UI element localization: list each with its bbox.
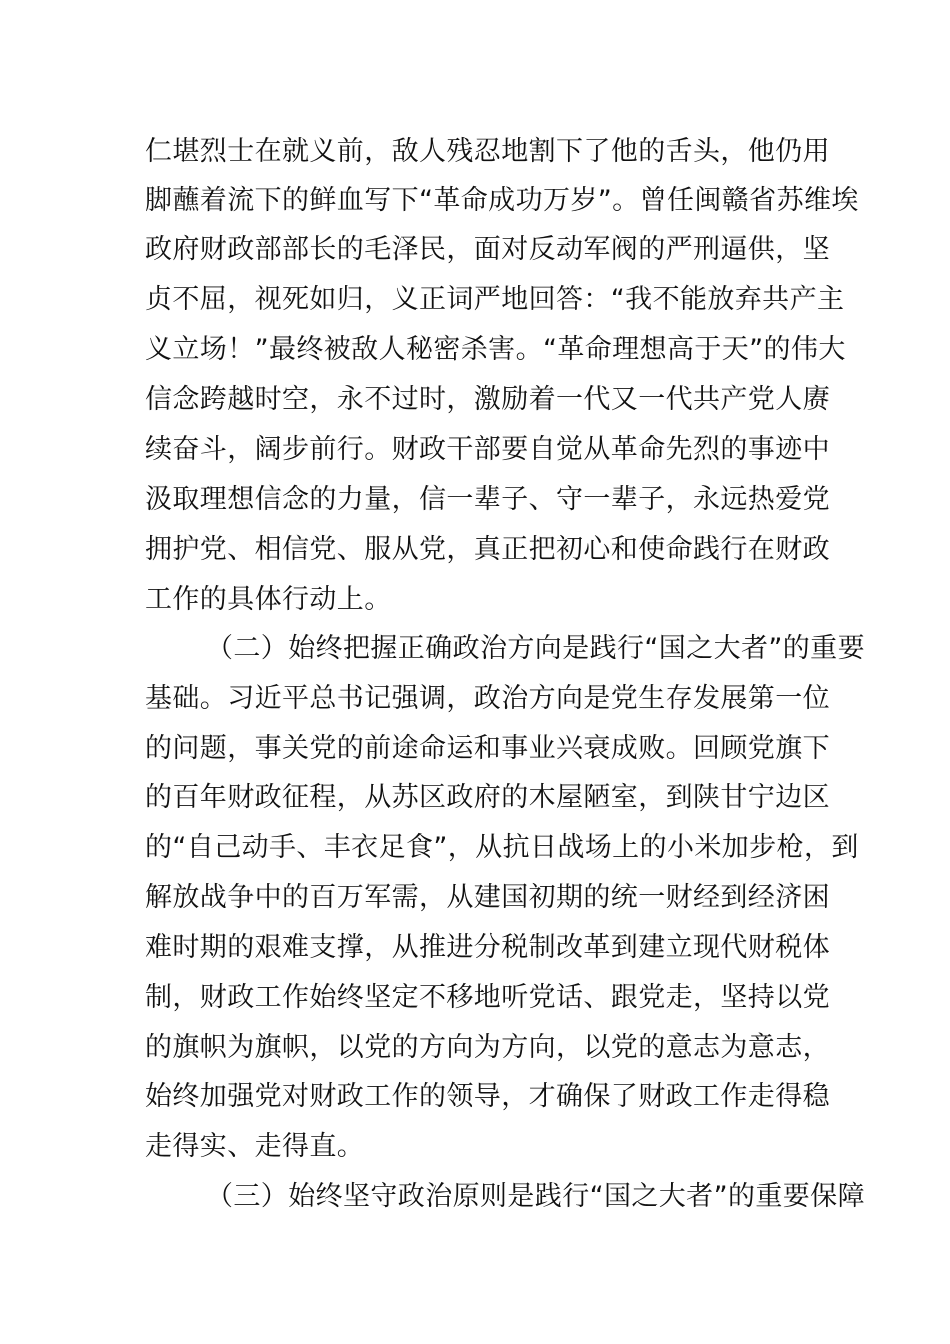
paragraph-1-line-9: 拥护党、相信党、服从党，真正把初心和使命践行在财政 (145, 534, 830, 565)
paragraph-2-line-8: 制，财政工作始终坚定不移地听党话、跟党走，坚持以党 (145, 982, 830, 1013)
paragraph-2-line-3: 的问题，事关党的前途命运和事业兴衰成败。回顾党旗下 (145, 733, 830, 764)
paragraph-2-line-2: 基础。习近平总书记强调，政治方向是党生存发展第一位 (145, 683, 830, 714)
paragraph-1-line-2: 脚蘸着流下的鲜血写下“革命成功万岁”。曾任闽赣省苏维埃 (145, 185, 859, 216)
paragraph-1-line-3: 政府财政部部长的毛泽民，面对反动军阀的严刑逼供，坚 (145, 234, 830, 265)
paragraph-1-line-4: 贞不屈，视死如归，义正词严地回答：“我不能放弃共产主 (145, 284, 845, 315)
paragraph-1-line-8: 汲取理想信念的力量，信一辈子、守一辈子，永远热爱党 (145, 484, 830, 515)
paragraph-2-line-6: 解放战争中的百万军需，从建国初期的统一财经到经济困 (145, 882, 830, 913)
paragraph-2-line-9: 的旗帜为旗帜，以党的方向为方向，以党的意志为意志， (145, 1032, 830, 1063)
paragraph-2-line-11: 走得实、走得直。 (145, 1131, 365, 1162)
paragraph-2-line-5: 的“自己动手、丰衣足食”，从抗日战场上的小米加步枪，到 (145, 832, 859, 863)
paragraph-1-line-1: 仁堪烈士在就义前，敌人残忍地割下了他的舌头，他仍用 (145, 136, 830, 167)
paragraph-1-line-10: 工作的具体行动上。 (145, 584, 392, 615)
paragraph-2-line-1: （二）始终把握正确政治方向是践行“国之大者”的重要 (206, 633, 865, 664)
paragraph-2-line-7: 难时期的艰难支撑，从推进分税制改革到建立现代财税体 (145, 932, 830, 963)
paragraph-1-line-5: 义立场！”最终被敌人秘密杀害。“革命理想高于天”的伟大 (145, 334, 846, 365)
paragraph-3-line-1: （三）始终坚守政治原则是践行“国之大者”的重要保障 (206, 1181, 865, 1212)
paragraph-2-line-10: 始终加强党对财政工作的领导，才确保了财政工作走得稳 (145, 1081, 830, 1112)
paragraph-1-line-7: 续奋斗，阔步前行。财政干部要自觉从革命先烈的事迹中 (145, 434, 830, 465)
paragraph-2-line-4: 的百年财政征程，从苏区政府的木屋陋室，到陕甘宁边区 (145, 782, 830, 813)
paragraph-1-line-6: 信念跨越时空，永不过时，激励着一代又一代共产党人赓 (145, 384, 830, 415)
